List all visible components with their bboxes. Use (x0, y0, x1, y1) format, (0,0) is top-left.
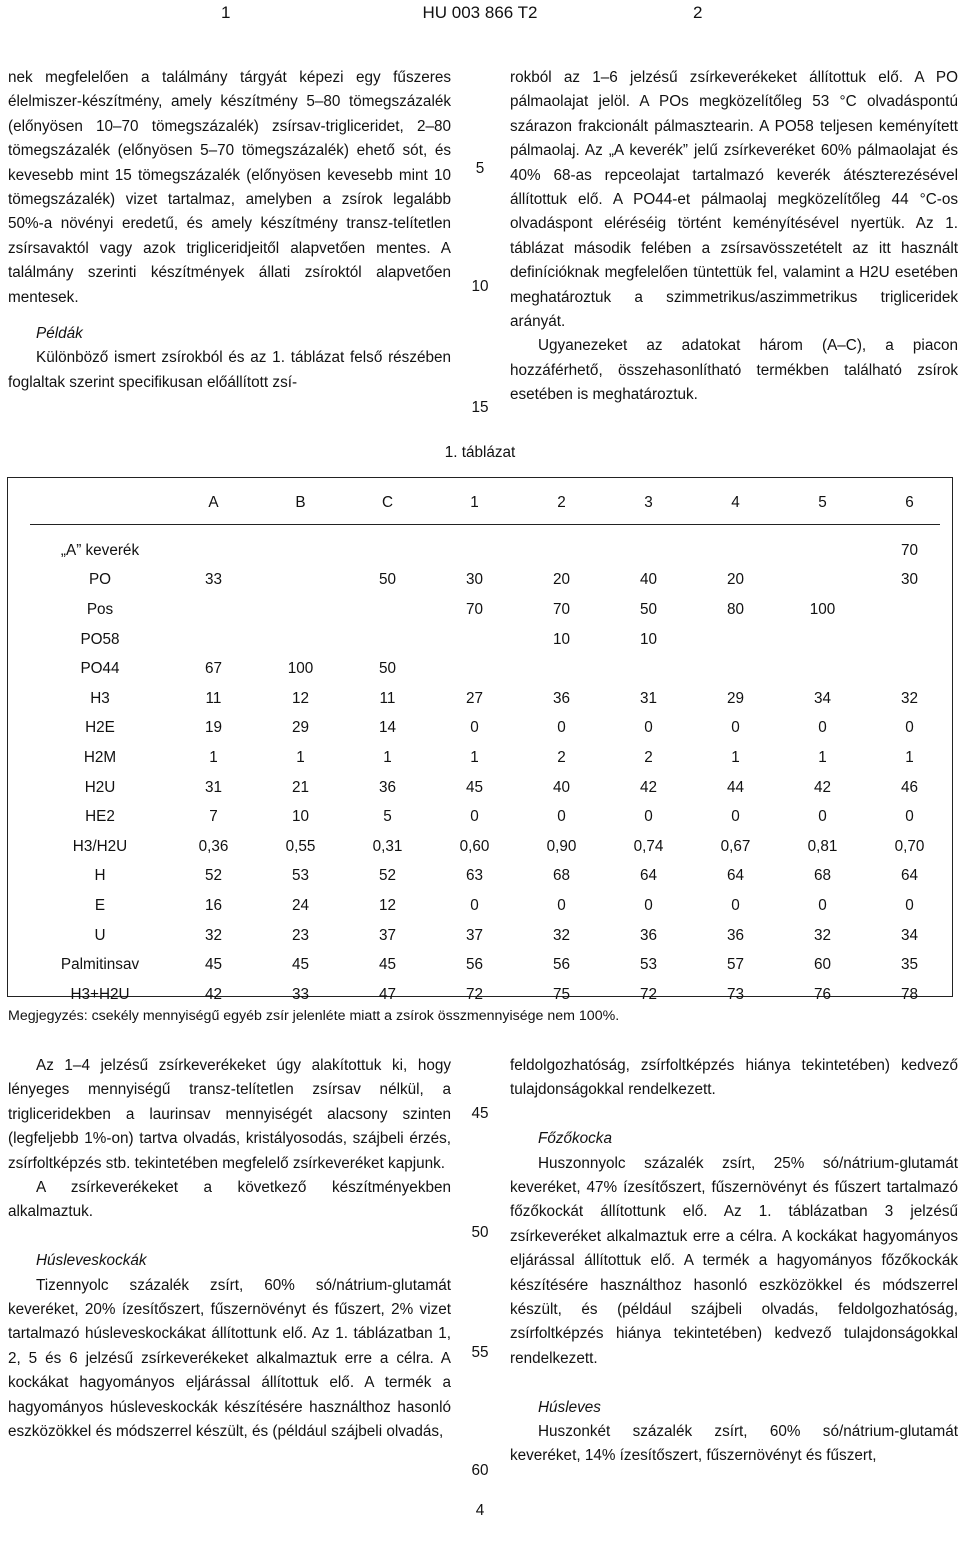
column-header: 3 (644, 494, 653, 511)
table-cell (518, 536, 605, 566)
table-cell: 0 (818, 896, 827, 914)
table-cell: 100 (287, 660, 314, 678)
table-cell: 42 (639, 778, 657, 796)
table-cell: 10 (552, 630, 570, 648)
table-cell: 0,90 (546, 837, 577, 855)
table-cell: 10 (291, 808, 309, 826)
table-cell: 68 (552, 867, 570, 885)
table-cell: 29 (291, 719, 309, 737)
table-cell (431, 625, 518, 655)
table-cell: 0 (644, 719, 653, 737)
table-row (30, 743, 953, 773)
column-header: 1 (470, 494, 479, 511)
row-label: PO58 (80, 630, 120, 648)
table-cell: 46 (900, 778, 918, 796)
table-cell: 52 (204, 867, 222, 885)
table-cell: 0,31 (372, 837, 403, 855)
fat-composition-table (30, 488, 953, 1010)
table-corner (30, 488, 170, 518)
table-cell (344, 595, 431, 625)
table-cell: 1 (818, 748, 827, 766)
table-cell: 2 (557, 748, 566, 766)
table-cell: 14 (378, 719, 396, 737)
row-label: Pos (86, 600, 114, 618)
table-cell: 0 (905, 808, 914, 826)
table-cell: 0 (644, 896, 653, 914)
table-caption: 1. táblázat (444, 444, 516, 461)
page-header (0, 0, 960, 28)
table-cell: 45 (291, 956, 309, 974)
table-row (30, 921, 953, 951)
table-cell: 0,60 (459, 837, 490, 855)
blend-design-paragraph: Az 1–4 jelzésű zsírkeverékeket úgy alakítottuk ki, hogy lényeges mennyiségű transz-telítetlen zsírsav nélkül, a trigliceridekben a laurinsav mennyiségét alacsony szinten (legfeljebb 1%-on) tartva olvadás, kristályosodás, szájbeli érzés, zsírfoltképzés stb. tekintetében megfelelő zsírkeveréket kapjunk. (8, 1057, 451, 1172)
table-cell: 12 (378, 896, 396, 914)
table-cell: 20 (552, 571, 570, 589)
table-cell: 2 (644, 748, 653, 766)
table-row (30, 625, 953, 655)
table-cell (692, 654, 779, 684)
top-right-column (510, 66, 958, 408)
left-page-number: 1 (221, 3, 231, 22)
bouillon-cube-paragraph: Tizennyolc százalék zsírt, 60% só/nátrium-glutamát keveréket, 20% ízesítőszert, fűszernövényt és fűszert, 2% vizet tartalmazó húsleveskockákat állítottunk elő. Az 1. táblázatban 1, 2, 5 és 6 jelzésű zsírkeverékeket alkalmaztuk erre a célra. A kockákat hagyományos eljárással állítottuk elő. A termék a hagyományos húsleveskockák készítésére használthoz hasonló eszközökkel és módszerrel készült, és (például szájbeli olvadás, (8, 1276, 451, 1441)
table-cell: 36 (552, 689, 570, 707)
row-label: Palmitinsav (60, 956, 140, 974)
table-cell: 31 (639, 689, 657, 707)
row-label: H3/H2U (72, 837, 128, 855)
table-cell: 1 (470, 748, 479, 766)
table-cell: 0 (557, 896, 566, 914)
cooking-cube-paragraph: Huszonnyolc százalék zsírt, 25% só/nátrium-glutamát keveréket, 47% ízesítőszert, fűszernövényt és fűszert tartalmazó főzőkockát állítottunk elő. Az 1. táblázatban 3 jelzésű zsírkeveréket alkalmaztuk erre a célra. A kockákat hagyományos eljárással állítottuk elő. A termék a hagyományos főzőkockák készítésére használthoz hasonló eszközökkel és módszerrel készült, és (például szájbeli olvadás, feldolgozhatóság, zsírfoltképzés hiánya tekintetében) kedvező tulajdonságokkal rendelkezett. (510, 1154, 958, 1367)
table-cell: 45 (465, 778, 483, 796)
table-cell: 36 (639, 926, 657, 944)
table-cell: 64 (900, 867, 918, 885)
table-cell (344, 625, 431, 655)
table-cell: 1 (905, 748, 914, 766)
row-label: H2E (85, 719, 115, 737)
row-label: HE2 (85, 808, 115, 826)
table-row (30, 802, 953, 832)
table-cell (257, 536, 344, 566)
line-number: 55 (471, 1344, 489, 1361)
table-cell: 47 (378, 985, 396, 1003)
table-cell: 1 (383, 748, 392, 766)
table-cell: 67 (204, 660, 222, 678)
table-cell: 0 (905, 719, 914, 737)
table-cell: 68 (813, 867, 831, 885)
table-cell: 73 (726, 985, 744, 1003)
table-row (30, 862, 953, 892)
table-row (30, 950, 953, 980)
table-cell: 1 (731, 748, 740, 766)
table-cell: 32 (900, 689, 918, 707)
table-row (30, 654, 953, 684)
table-cell (431, 654, 518, 684)
examples-paragraph: Különböző ismert zsírokból és az 1. táblázat felső részében foglaltak szerint specifikusan előállított zsí- (8, 349, 451, 391)
fat-blends-paragraph: rokból az 1–6 jelzésű zsírkeverékeket állítottuk elő. A PO pálmaolajat jelöl. A POs megközelítőleg 53 °C olvadáspontú szárazon frakcionált pálmasztearin. A PO58 teljesen keményített pálmaolaj. Az „A keverék” jelű zsírkeveréket 60% pálmaolajat és 40% 68-as repceolajat tartalmazó keverék átészterezésével állítottuk elő. A PO44-et pálmaolaj megközelítőleg 44 °C-os olvadáspont eléréséig történt keményítésével nyertük. Az 1. táblázat második felében a zsírsavösszetételt az itt használt definícióknak megfelelően tüntettük fel, valamint a H2U esetében meghatároztuk a szimmetrikus/aszimmetrikus trigliceridek arányát. (510, 69, 958, 331)
column-header: C (381, 494, 394, 511)
table-cell: 34 (900, 926, 918, 944)
table-cell: 75 (552, 985, 570, 1003)
table-cell: 37 (465, 926, 483, 944)
table-row (30, 832, 953, 862)
column-header: 2 (557, 494, 566, 511)
column-header: 5 (818, 494, 827, 511)
table-cell: 33 (291, 985, 309, 1003)
table-cell: 0 (557, 808, 566, 826)
table-cell (779, 625, 866, 655)
table-cell: 33 (204, 571, 222, 589)
table-cell: 32 (552, 926, 570, 944)
table-cell: 63 (465, 867, 483, 885)
table-cell: 0 (818, 719, 827, 737)
bottom-right-column (510, 1054, 958, 1469)
document-id: HU 003 866 T2 (422, 3, 538, 22)
usage-paragraph: A zsírkeverékeket a következő készítményekben alkalmaztuk. (8, 1179, 451, 1221)
line-number: 5 (475, 160, 485, 177)
table-cell: 53 (291, 867, 309, 885)
table-cell: 0 (644, 808, 653, 826)
table-cell: 42 (204, 985, 222, 1003)
table-cell: 32 (813, 926, 831, 944)
column-header: B (295, 494, 306, 511)
table-cell: 0 (905, 896, 914, 914)
table-cell: 50 (378, 571, 396, 589)
table-row (30, 536, 953, 566)
table-cell: 20 (726, 571, 744, 589)
table-cell (866, 625, 953, 655)
table-cell: 10 (639, 630, 657, 648)
table-cell: 56 (552, 956, 570, 974)
table-body (30, 536, 953, 1010)
table-cell: 0 (731, 719, 740, 737)
table-cell (257, 566, 344, 596)
table-cell: 44 (726, 778, 744, 796)
table-cell: 0,70 (894, 837, 925, 855)
table-cell: 0 (731, 896, 740, 914)
table-cell: 45 (204, 956, 222, 974)
table-cell: 50 (378, 660, 396, 678)
intro-paragraph: nek megfelelően a találmány tárgyát képezi egy fűszeres élelmiszer-készítmény, amely készítmény 5–80 tömegszázalék (előnyösen 10–70 tömegszázalék) zsírsav-trigliceridet, 2–80 tömegszázalék (előnyösen 5–70 tömegszázalék) ehető sót, és kevesebb mint 15 tömegszázalék (előnyösen kevesebb mint 10 tömegszázalék) vizet tartalmaz, amelyben a zsírok legalább 50%-a növényi eredetű, és amely készítmény transz-telítetlen zsírsavaktól vagy azok trigliceridjeitől alapvetően mentes. A találmány szerinti készítmények állati zsíroktól alapvetően mentesek. (8, 69, 451, 306)
table-cell: 72 (465, 985, 483, 1003)
table-cell (170, 625, 257, 655)
table-cell (605, 654, 692, 684)
line-number: 45 (471, 1105, 489, 1122)
row-label: H2U (84, 778, 116, 796)
row-label: PO (88, 571, 112, 589)
table-cell: 42 (813, 778, 831, 796)
table-cell (518, 654, 605, 684)
column-header: 6 (905, 494, 914, 511)
table-cell (257, 595, 344, 625)
table-row (30, 980, 953, 1010)
line-number: 60 (471, 1462, 489, 1479)
table-cell (257, 625, 344, 655)
table-cell: 1 (296, 748, 305, 766)
table-cell: 31 (204, 778, 222, 796)
table-cell: 80 (726, 600, 744, 618)
table-cell: 27 (465, 689, 483, 707)
table-cell: 50 (639, 600, 657, 618)
table-cell (692, 536, 779, 566)
table-cell: 11 (205, 689, 222, 707)
table-note: Megjegyzés: csekély mennyiségű egyéb zsír jelenléte miatt a zsírok összmennyisége nem 100%. (8, 1008, 620, 1024)
table-cell: 0 (470, 719, 479, 737)
comparison-paragraph: Ugyanezeket az adatokat három (A–C), a piacon hozzáférhető, összehasonlítható termékben található zsírok esetében is meghatároztuk. (510, 337, 958, 404)
table-cell (779, 654, 866, 684)
row-label: „A” keverék (60, 541, 140, 559)
table-cell (692, 625, 779, 655)
table-cell: 32 (204, 926, 222, 944)
table-cell: 0,74 (633, 837, 664, 855)
table-cell: 12 (291, 689, 309, 707)
table-cell: 78 (900, 985, 918, 1003)
table-cell (779, 536, 866, 566)
table-cell (605, 536, 692, 566)
table-cell: 70 (552, 600, 570, 618)
table-cell: 52 (378, 867, 396, 885)
table-cell: 16 (204, 896, 222, 914)
broth-heading: Húsleves (538, 1398, 601, 1416)
table-cell: 60 (813, 956, 831, 974)
table-cell: 36 (378, 778, 396, 796)
table-cell: 64 (726, 867, 744, 885)
line-number: 10 (471, 278, 489, 295)
table-cell: 0 (557, 719, 566, 737)
page-footer-number: 4 (475, 1502, 485, 1519)
table-cell: 57 (726, 956, 744, 974)
table-cell (866, 654, 953, 684)
table-cell: 29 (726, 689, 744, 707)
cooking-cube-heading: Főzőkocka (538, 1130, 612, 1148)
examples-heading: Példák (36, 325, 83, 343)
table-cell: 30 (465, 571, 483, 589)
row-label: H (94, 867, 106, 885)
bouillon-cube-heading: Húsleveskockák (36, 1252, 147, 1270)
table-cell (170, 536, 257, 566)
table-cell: 23 (291, 926, 309, 944)
right-page-number: 2 (693, 3, 703, 22)
table-cell: 0,81 (807, 837, 838, 855)
table-cell (344, 536, 431, 566)
table-cell: 0,67 (720, 837, 751, 855)
table-cell: 72 (639, 985, 657, 1003)
row-label: H3+H2U (70, 985, 130, 1003)
line-number: 15 (471, 399, 489, 416)
table-cell: 30 (900, 571, 918, 589)
table-cell: 40 (639, 571, 657, 589)
table-row (30, 566, 953, 596)
row-label: PO44 (80, 660, 120, 678)
table-cell: 34 (813, 689, 831, 707)
table-cell: 100 (809, 600, 836, 618)
table-cell: 70 (900, 541, 918, 559)
table-cell: 35 (900, 956, 918, 974)
table-cell (866, 595, 953, 625)
table-cell: 70 (465, 600, 483, 618)
top-left-column (8, 66, 451, 395)
table-cell: 24 (291, 896, 309, 914)
row-label: H3 (90, 689, 110, 707)
table-cell: 0 (731, 808, 740, 826)
line-number: 50 (471, 1224, 489, 1241)
table-cell: 36 (726, 926, 744, 944)
table-cell: 21 (291, 778, 309, 796)
table-row (30, 595, 953, 625)
table-cell: 0 (470, 896, 479, 914)
table-cell: 0,55 (285, 837, 316, 855)
table-cell (431, 536, 518, 566)
table-cell: 7 (209, 808, 218, 826)
table-cell: 76 (813, 985, 831, 1003)
column-header: 4 (731, 494, 740, 511)
continuation-paragraph: feldolgozhatóság, zsírfoltképzés hiánya tekintetében) kedvező tulajdonságokkal rendelkezett. (510, 1057, 958, 1099)
table-cell: 19 (204, 719, 222, 737)
column-header: A (208, 494, 219, 511)
table-cell: 37 (378, 926, 396, 944)
table-cell: 45 (378, 956, 396, 974)
table-cell: 64 (639, 867, 657, 885)
row-label: U (94, 926, 106, 944)
row-label: E (94, 896, 106, 914)
table-header-row (30, 488, 953, 518)
table-row (30, 891, 953, 921)
broth-paragraph: Huszonkét százalék zsírt, 60% só/nátrium-glutamát keveréket, 14% ízesítőszert, fűszernövényt és fűszert, (510, 1423, 958, 1465)
row-label: H2M (83, 748, 117, 766)
bottom-left-column (8, 1054, 451, 1444)
table-cell: 0 (470, 808, 479, 826)
table-row (30, 773, 953, 803)
table-cell: 0 (818, 808, 827, 826)
table-cell: 40 (552, 778, 570, 796)
table-cell: 53 (639, 956, 657, 974)
table-row (30, 684, 953, 714)
table-cell: 56 (465, 956, 483, 974)
table-cell: 11 (379, 689, 396, 707)
table-row (30, 714, 953, 744)
table-cell: 5 (383, 808, 392, 826)
table-cell (779, 566, 866, 596)
table-cell: 0,36 (198, 837, 229, 855)
table-cell (170, 595, 257, 625)
table-cell: 1 (209, 748, 218, 766)
